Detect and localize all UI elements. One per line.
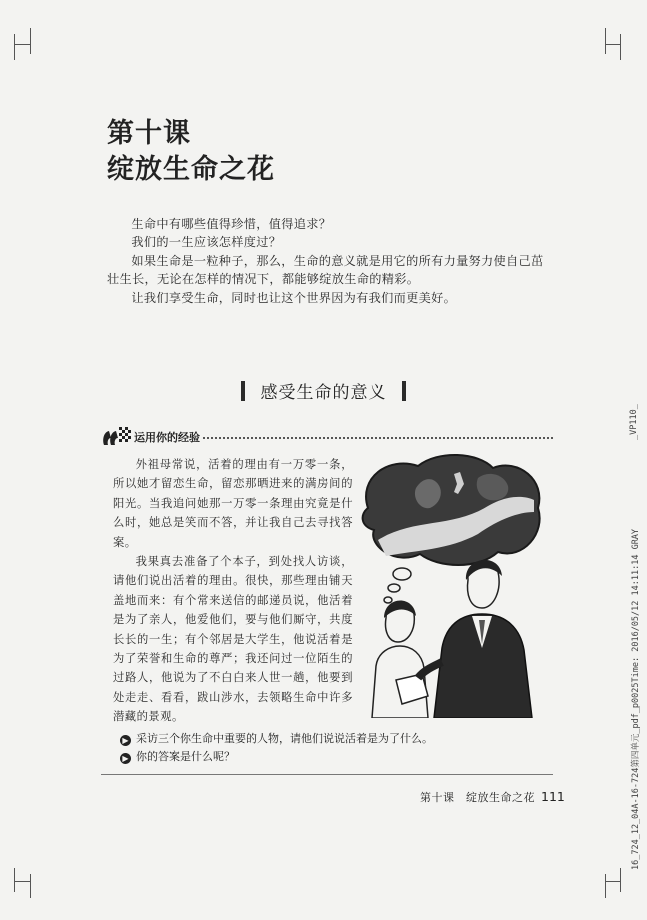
- crop-mark-top-left: [14, 34, 15, 60]
- task-list: [120, 730, 433, 766]
- story-paragraph: 我果真去准备了个本子，到处找人访谈，请他们说出活着的理由。很快，那些理由铺天盖地而来：有个常来送信的邮递员说，他活着是为了亲人，他爱他们，要与他们厮守，共度长长的一生；有个邻居是大学生，他说活着是为了荣誉和生命的尊严；我还问过一位陌生的过路人，他说为了不白白来人世一趟，他要到处走走、看看，跋山涉水，去领略生命中许多潜藏的景观。: [113, 555, 353, 724]
- crop-mark-top-left: [14, 44, 31, 45]
- intro-text: [107, 215, 545, 307]
- story-paragraph: 外祖母常说，活着的理由有一万零一条，所以她才留恋生命，留恋那晒进来的满房间的阳光。当我追问她那一万零一条理由究竟是什么时，她总是笑而不答，并让我自己去寻找答案。: [113, 458, 353, 549]
- illustration: [358, 448, 546, 718]
- section-header: [0, 378, 647, 403]
- page-footer: [420, 789, 565, 805]
- print-mark-bottom: [619, 528, 641, 870]
- crop-mark-top-left: [30, 28, 31, 54]
- speech-bubble-icon: [101, 425, 131, 449]
- crop-mark-bottom-left: [14, 868, 15, 892]
- crop-mark-top-right: [605, 28, 606, 54]
- lesson-title: 绽放生命之花: [107, 154, 275, 185]
- intro-paragraph: 我们的一生应该怎样度过？: [131, 235, 282, 250]
- intro-paragraph: 如果生命是一粒种子，那么，生命的意义就是用它的所有力量努力使自己茁壮生长，无论在怎样的情况下，都能够绽放生命的精彩。: [107, 253, 544, 287]
- section-title: 感受生命的意义: [260, 383, 387, 403]
- crop-mark-bottom-right: [605, 881, 621, 882]
- crop-mark-bottom-right: [605, 874, 606, 898]
- section-bar-right: [402, 381, 406, 401]
- dotted-rule: [203, 437, 553, 439]
- crop-mark-bottom-left: [30, 874, 31, 898]
- footer-lesson: 第十课 绽放生命之花: [420, 791, 535, 804]
- page-number: 111: [541, 789, 565, 804]
- task-item: [120, 748, 433, 766]
- intro-paragraph: 生命中有哪些值得珍惜，值得追求？: [131, 217, 332, 231]
- task-text: 采访三个你生命中重要的人物，请他们说说活着是为了什么。: [136, 732, 433, 745]
- print-mark-text: 16_724_12_04A-16-724第四单元_pdf_p0025Time: 2016/05/12 14:11:14 GRAY: [631, 528, 641, 870]
- arrow-bullet-icon: ▶: [120, 735, 131, 746]
- crop-mark-bottom-left: [14, 881, 31, 882]
- task-item: [120, 730, 433, 748]
- section-bar-left: [241, 381, 245, 401]
- crop-mark-bottom-right: [620, 868, 621, 892]
- lesson-number: 第十课: [107, 118, 191, 149]
- experience-label: 运用你的经验: [134, 431, 200, 444]
- crop-mark-top-right: [605, 44, 621, 45]
- crop-mark-top-right: [620, 34, 621, 60]
- print-mark-text: _VP110_: [629, 404, 639, 440]
- task-text: 你的答案是什么呢？: [136, 750, 235, 763]
- story-text: [113, 455, 353, 727]
- intro-paragraph: 让我们享受生命，同时也让这个世界因为有我们而更美好。: [131, 290, 457, 305]
- divider: [101, 774, 553, 775]
- arrow-bullet-icon: ▶: [120, 753, 131, 764]
- experience-header: [101, 425, 553, 449]
- print-mark-top: [619, 384, 639, 440]
